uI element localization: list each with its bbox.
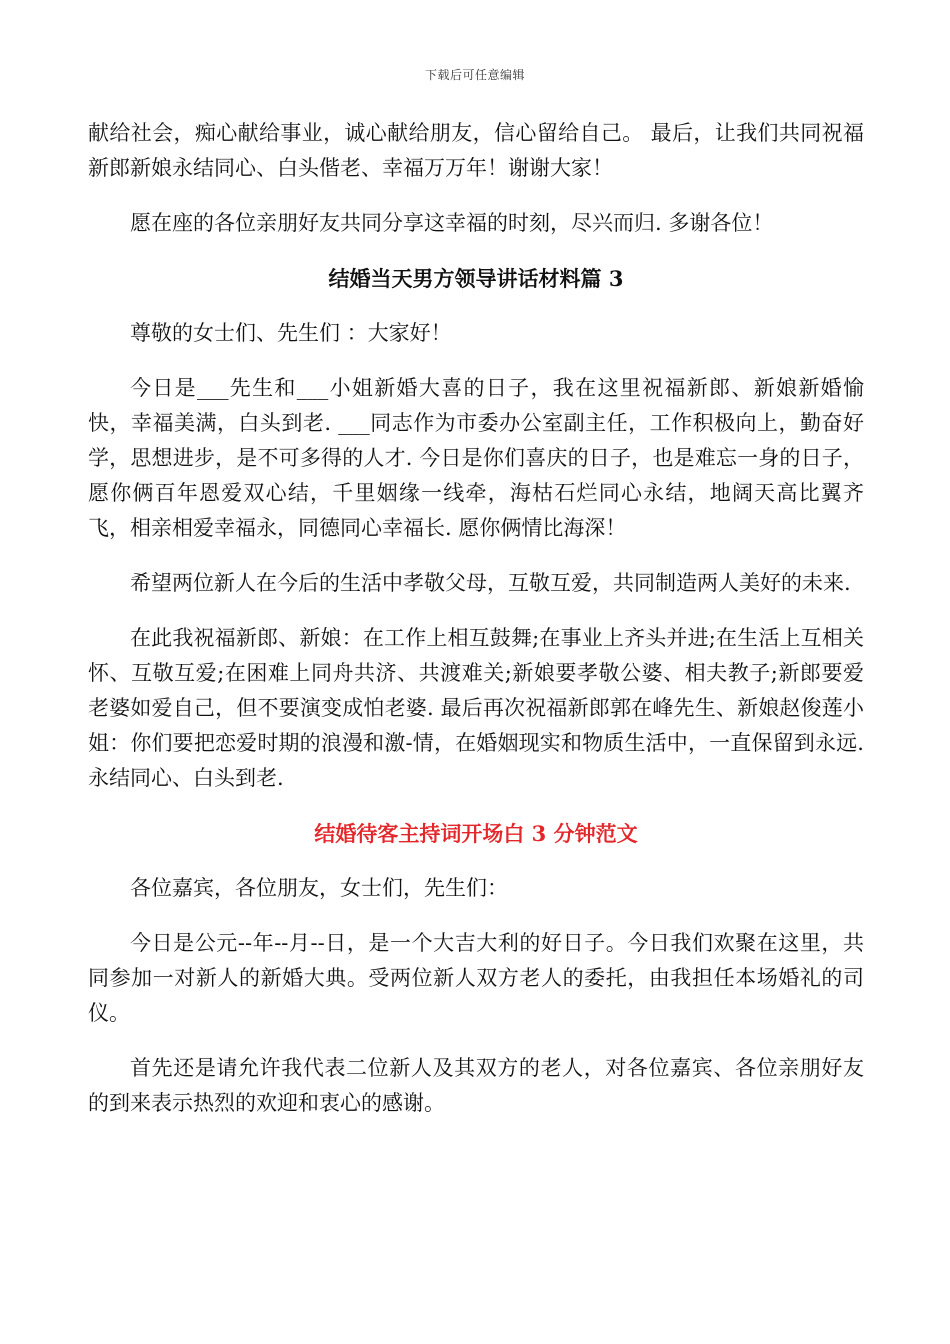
paragraph: 希望两位新人在今后的生活中孝敬父母，互敬互爱，共同制造两人美好的未来. [130, 571, 851, 595]
section-heading-red: 结婚待客主持词开场白 3 分钟范文 [314, 821, 638, 846]
paragraph-salutation: 尊敬的女士们、先生们 ：大家好！ [130, 321, 452, 345]
paragraph: 首先还是请允许我代表二位新人及其双方的老人，对各位嘉宾、各位亲朋好友的到来表示热烈的欢迎和衷心的感谢。 [88, 1056, 864, 1115]
section-heading: 结婚当天男方领导讲话材料篇 3 [328, 266, 624, 291]
paragraph: 在此我祝福新郎、新娘：在工作上相互鼓舞;在事业上齐头并进;在生活上互相关怀、互敬互爱;在困难上同舟共济、共渡难关;新娘要孝敬公婆、相夫教子;新郎要爱老婆如爱自己，但不要演变成怕老婆. 最后再次祝福新郎郭在峰先生、新娘赵俊莲小姐：你们要把恋爱时期的浪漫和激-情，在婚姻现实和物质生活中，一直保留到永远. 永结同心、白头到老. [88, 626, 864, 790]
paragraph-continuation: 献给社会，痴心献给事业，诚心献给朋友，信心留给自己。 最后，让我们共同祝福新郎新娘永结同心、白头偕老、幸福万万年！谢谢大家！ [88, 121, 864, 180]
paragraph: 今日是___先生和___小姐新婚大喜的日子，我在这里祝福新郎、新娘新婚愉快，幸福美满，白头到老. ___同志作为市委办公室副主任，工作积极向上，勤奋好学，思想进步，是不可多得的人才. 今日是你们喜庆的日子，也是难忘一身的日子，愿你俩百年恩爱双心结，千里姻缘一线牵，海枯石烂同心永结，地阔天高比翼齐飞，相亲相爱幸福永，同德同心幸福长. 愿你俩情比海深！ [88, 376, 864, 540]
paragraph-salutation: 各位嘉宾，各位朋友，女士们，先生们： [130, 876, 508, 900]
document-body [88, 116, 864, 1141]
paragraph: 今日是公元--年--月--日，是一个大吉大利的好日子。今日我们欢聚在这里，共同参加一对新人的新婚大典。受两位新人双方老人的委托，由我担任本场婚礼的司仪。 [88, 931, 864, 1025]
paragraph: 愿在座的各位亲朋好友共同分享这幸福的时刻，尽兴而归. 多谢各位！ [130, 211, 774, 235]
page-header: 下载后可任意编辑 [424, 68, 525, 82]
